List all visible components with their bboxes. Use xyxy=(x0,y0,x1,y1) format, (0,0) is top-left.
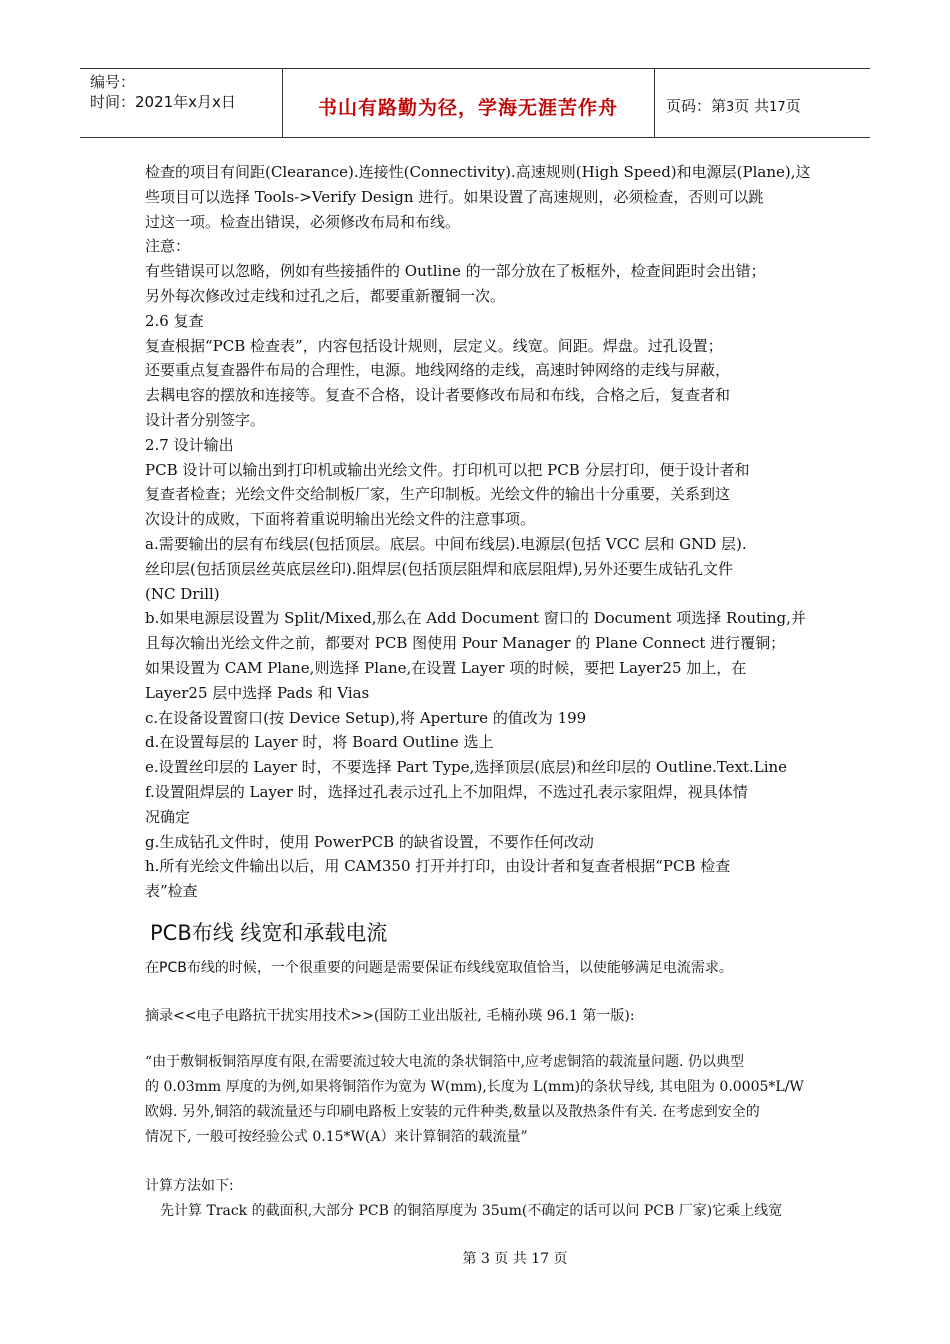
quote-line: 的 0.03mm 厚度的为例,如果将铜箔作为宽为 W(mm),长度为 L(mm)的条状导线, 其电阻为 0.0005*L/W xyxy=(145,1079,804,1095)
body-line: (NC Drill) xyxy=(145,584,220,603)
quote-line: “由于敷铜板铜箔厚度有限,在需要流过较大电流的条状铜箔中,应考虑铜箔的载流量问题. 仍以典型 xyxy=(145,1054,744,1070)
calculation-rest: Track 的截面积,大部分 PCB 的铜箔厚度为 35um(不确定的话可以问 PCB 厂家)它乘上线宽 xyxy=(202,1203,783,1219)
calculation-heading: 计算方法如下: xyxy=(145,1178,234,1194)
body-line: 表”检查 xyxy=(145,882,198,901)
header-motto-cell xyxy=(282,69,655,137)
quote-line: 欧姆. 另外,铜箔的载流量还与印刷电路板上安装的元件种类,数量以及散热条件有关. 在考虑到安全的 xyxy=(145,1104,760,1120)
lead-paragraph: 在PCB布线的时候，一个很重要的问题是需要保证布线线宽取值恰当，以使能够满足电流需求。 xyxy=(145,960,733,976)
body-line: 去耦电容的摆放和连接等。复查不合格，设计者要修改布局和布线，合格之后，复查者和 xyxy=(145,386,731,405)
body-text xyxy=(145,160,817,904)
body-line: Layer25 层中选择 Pads 和 Vias xyxy=(145,683,370,702)
body-line: 还要重点复查器件布局的合理性，电源。地线网络的走线，高速时钟网络的走线与屏蔽， xyxy=(145,361,731,380)
body-line: 另外每次修改过走线和过孔之后，都要重新覆铜一次。 xyxy=(145,286,506,305)
body-line: 丝印层(包括顶层丝英底层丝印).阻焊层(包括顶层阻焊和底层阻焊),另外还要生成钻孔文件 xyxy=(145,559,733,578)
page-mid: 页 共 xyxy=(734,97,770,115)
body-line: 检查的项目有间距(Clearance).连接性(Connectivity).高速规则(High Speed)和电源层(Plane),这 xyxy=(145,163,811,181)
quote-line: 情况下, 一般可按经验公式 0.15*W(A）来计算铜箔的载流量” xyxy=(145,1129,528,1145)
quote-block xyxy=(145,1050,817,1150)
body-line: 如果设置为 CAM Plane,则选择 Plane,在设置 Layer 项的时候，要把 Layer25 加上，在 xyxy=(145,658,747,677)
page-header xyxy=(80,68,870,138)
page-total: 17 xyxy=(769,100,786,115)
body-line: 复查者检查；光绘文件交给制板厂家，生产印制板。光绘文件的输出十分重要，关系到这 xyxy=(145,485,731,504)
body-line: 2.7 设计输出 xyxy=(145,435,234,454)
body-line: 过这一项。检查出错误，必须修改布局和布线。 xyxy=(145,212,461,231)
body-line: g.生成钻孔文件时，使用 PowerPCB 的缺省设置，不要作任何改动 xyxy=(145,832,594,851)
body-line: 况确定 xyxy=(145,807,191,826)
header-page-cell xyxy=(654,69,870,137)
page-prefix: 页码：第 xyxy=(666,97,727,115)
section-heading: PCB布线 线宽和承载电流 xyxy=(150,921,388,945)
body-line: 次设计的成败，下面将着重说明输出光绘文件的注意事项。 xyxy=(145,510,536,529)
body-line: a.需要输出的层有布线层(包括顶层。底层。中间布线层).电源层(包括 VCC 层和 GND 层). xyxy=(145,534,747,553)
header-motto: 书山有路勤为径，学海无涯苦作舟 xyxy=(317,97,618,119)
body-line: PCB 设计可以输出到打印机或输出光绘文件。打印机可以把 PCB 分层打印，便于设计者和 xyxy=(145,460,750,479)
excerpt-prefix: 摘录<< xyxy=(145,1008,197,1024)
body-line: 些项目可以选择 Tools->Verify Design 进行。如果设置了高速规则，必须检查，否则可以跳 xyxy=(145,187,764,206)
header-info-cell xyxy=(80,69,283,137)
body-line: 复查根据“PCB 检查表”，内容包括设计规则，层定义。线宽。间距。焊盘。过孔设置； xyxy=(145,336,723,355)
body-line: d.在设置每层的 Layer 时，将 Board Outline 选上 xyxy=(145,733,494,752)
header-page-number xyxy=(666,95,801,116)
body-line: 注意： xyxy=(145,237,191,256)
body-line: c.在设备设置窗口(按 Device Setup),将 Aperture 的值改为 199 xyxy=(145,708,587,727)
excerpt-source xyxy=(145,1005,635,1025)
calculation-prefix: 先计算 xyxy=(160,1203,202,1219)
excerpt-citation: 电子电路抗干扰实用技术>>(国防工业出版社, 毛楠孙瑛 96.1 第一版): xyxy=(196,1008,635,1024)
body-line: e.设置丝印层的 Layer 时，不要选择 Part Type,选择顶层(底层)和丝印层的 Outline.Text.Line xyxy=(145,758,788,777)
body-line: f.设置阻焊层的 Layer 时，选择过孔表示过孔上不加阻焊，不选过孔表示家阻焊，视具体情 xyxy=(145,782,748,801)
page-suffix: 页 xyxy=(785,97,801,115)
calculation-text xyxy=(160,1200,782,1220)
document-date: 时间：2021年x月x日 xyxy=(90,93,236,111)
page-footer: 第 3 页 共 17 页 xyxy=(462,1251,568,1267)
body-line: 且每次输出光绘文件之前，都要对 PCB 图使用 Pour Manager 的 Plane Connect 进行覆铜； xyxy=(145,634,786,653)
document-number-label: 编号： xyxy=(90,73,136,91)
body-line: 2.6 复查 xyxy=(145,311,204,330)
body-line: b.如果电源层设置为 Split/Mixed,那么在 Add Document 窗口的 Document 项选择 Routing,并 xyxy=(145,609,806,628)
body-line: h.所有光绘文件输出以后，用 CAM350 打开并打印，由设计者和复查者根据“PCB 检查 xyxy=(145,857,731,876)
body-line: 设计者分别签字。 xyxy=(145,410,266,429)
body-line: 有些错误可以忽略，例如有些接插件的 Outline 的一部分放在了板框外，检查间距时会出错； xyxy=(145,262,766,281)
page-current: 3 xyxy=(726,100,735,115)
